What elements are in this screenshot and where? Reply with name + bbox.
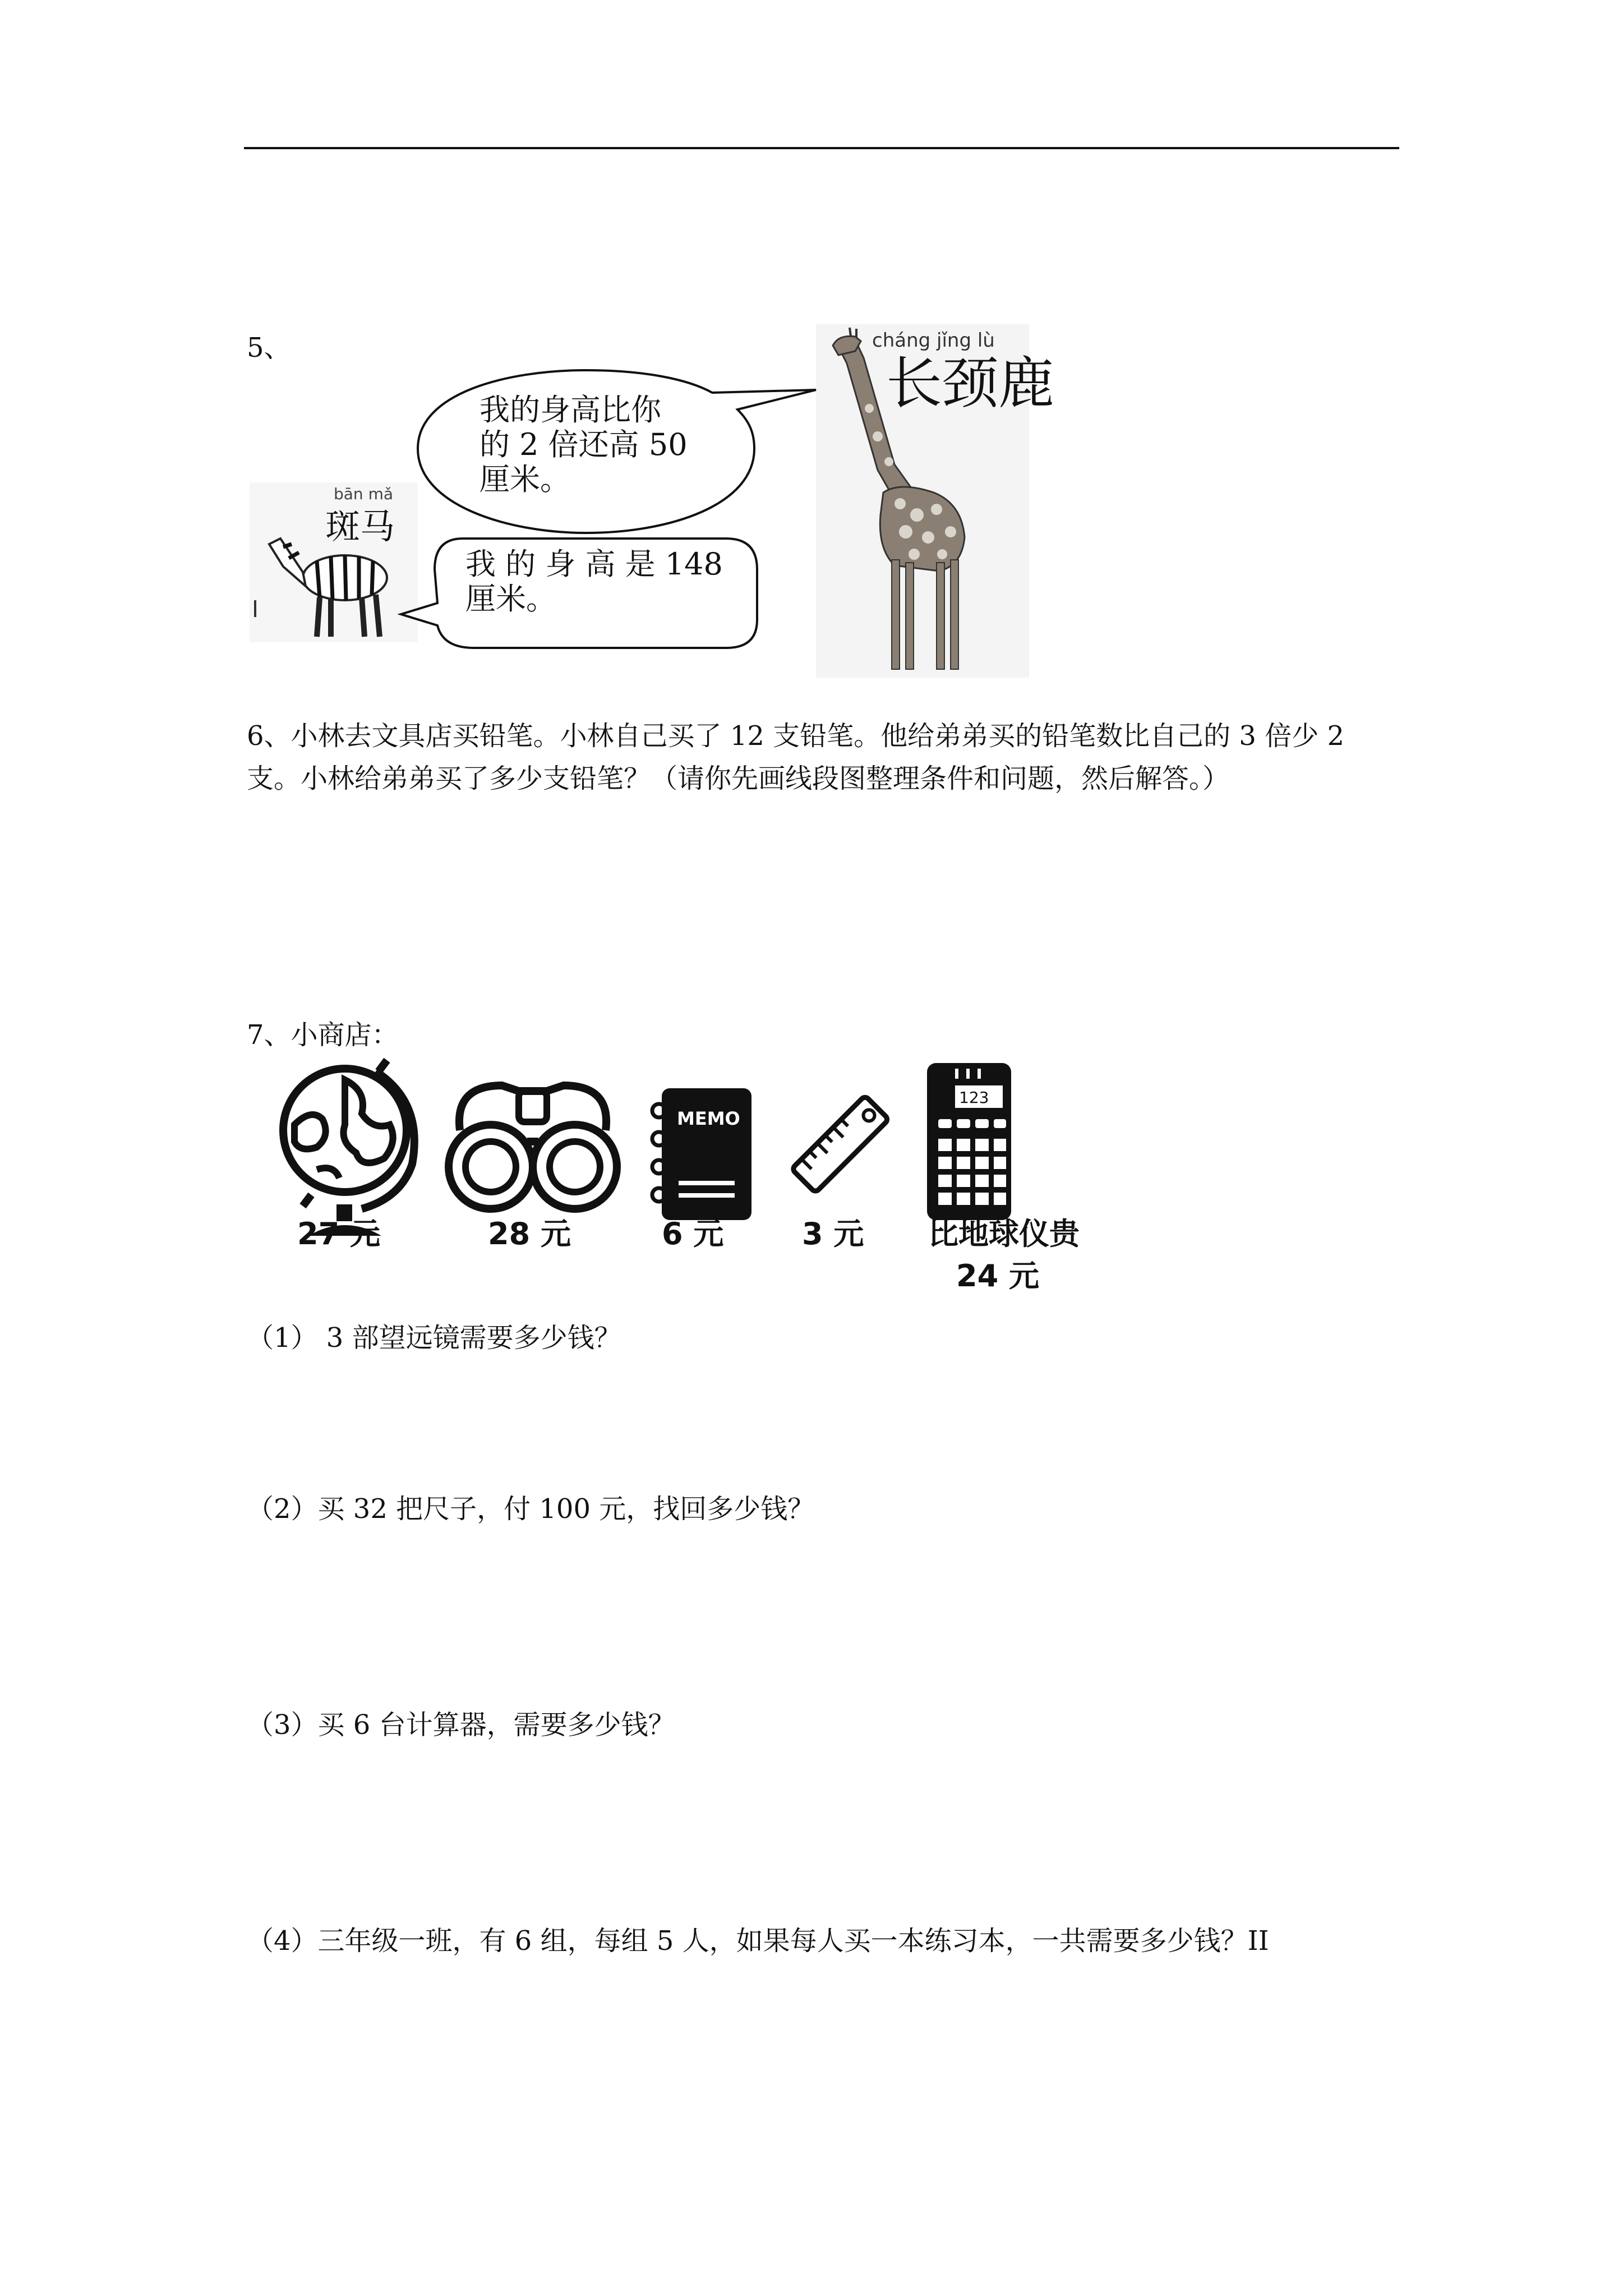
zebra-label: 斑马 [325,506,395,547]
giraffe-bubble-text [479,393,688,497]
globe-price: 27 元 [297,1216,380,1251]
question-7-sub-3: （3）买 6 台计算器，需要多少钱？ [247,1709,675,1741]
memo-price: 6 元 [662,1216,724,1251]
calculator-price-line-2: 24 元 [956,1258,1039,1294]
binoculars-price: 28 元 [488,1216,571,1251]
calculator-icon [924,1060,1014,1223]
giraffe-pinyin: cháng jǐng lù [872,329,995,352]
ruler-icon [782,1085,900,1209]
question-7-sub-4: （4）三年级一班，有 6 组，每组 5 人，如果每人买一本练习本，一共需要多少钱？II [247,1925,1269,1957]
question-6-line-1: 6、小林去文具店买铅笔。小林自己买了 12 支铅笔。他给弟弟买的铅笔数比自己的 3 倍少 2 [247,720,1344,752]
calculator-display: 123 [959,1088,989,1107]
binoculars-icon [443,1074,623,1220]
header-rule [244,147,1399,149]
zebra-bubble-line-2: 厘米。 [465,581,556,616]
giraffe-bubble-line-2: 的 2 倍还高 50 [479,427,688,462]
zebra-bubble-text [465,547,723,616]
question-7-sub-2: （2）买 32 把尺子，付 100 元，找回多少钱？ [247,1493,815,1525]
zebra-image [250,482,418,642]
ruler-price: 3 元 [802,1216,864,1251]
memo-notebook-icon [648,1085,754,1223]
calculator-price-line-1: 比地球仪贵 [928,1216,1080,1251]
zebra-pinyin: bān mǎ [334,485,394,503]
giraffe-bubble-line-1: 我的身高比你 [479,392,661,427]
giraffe-bubble-line-3: 厘米。 [479,462,570,497]
memo-label: MEMO [677,1108,740,1129]
question-5-number: 5、 [247,332,291,364]
question-7-sub-1: （1） 3 部望远镜需要多少钱？ [247,1322,621,1354]
giraffe-image [816,324,1054,678]
question-7-title: 7、小商店： [247,1019,399,1051]
zebra-bubble-line-1: 我 的 身 高 是 148 [465,546,723,582]
question-6-line-2: 支。小林给弟弟买了多少支铅笔？（请你先画线段图整理条件和问题，然后解答。） [247,763,1230,794]
giraffe-label: 长颈鹿 [886,351,1054,416]
